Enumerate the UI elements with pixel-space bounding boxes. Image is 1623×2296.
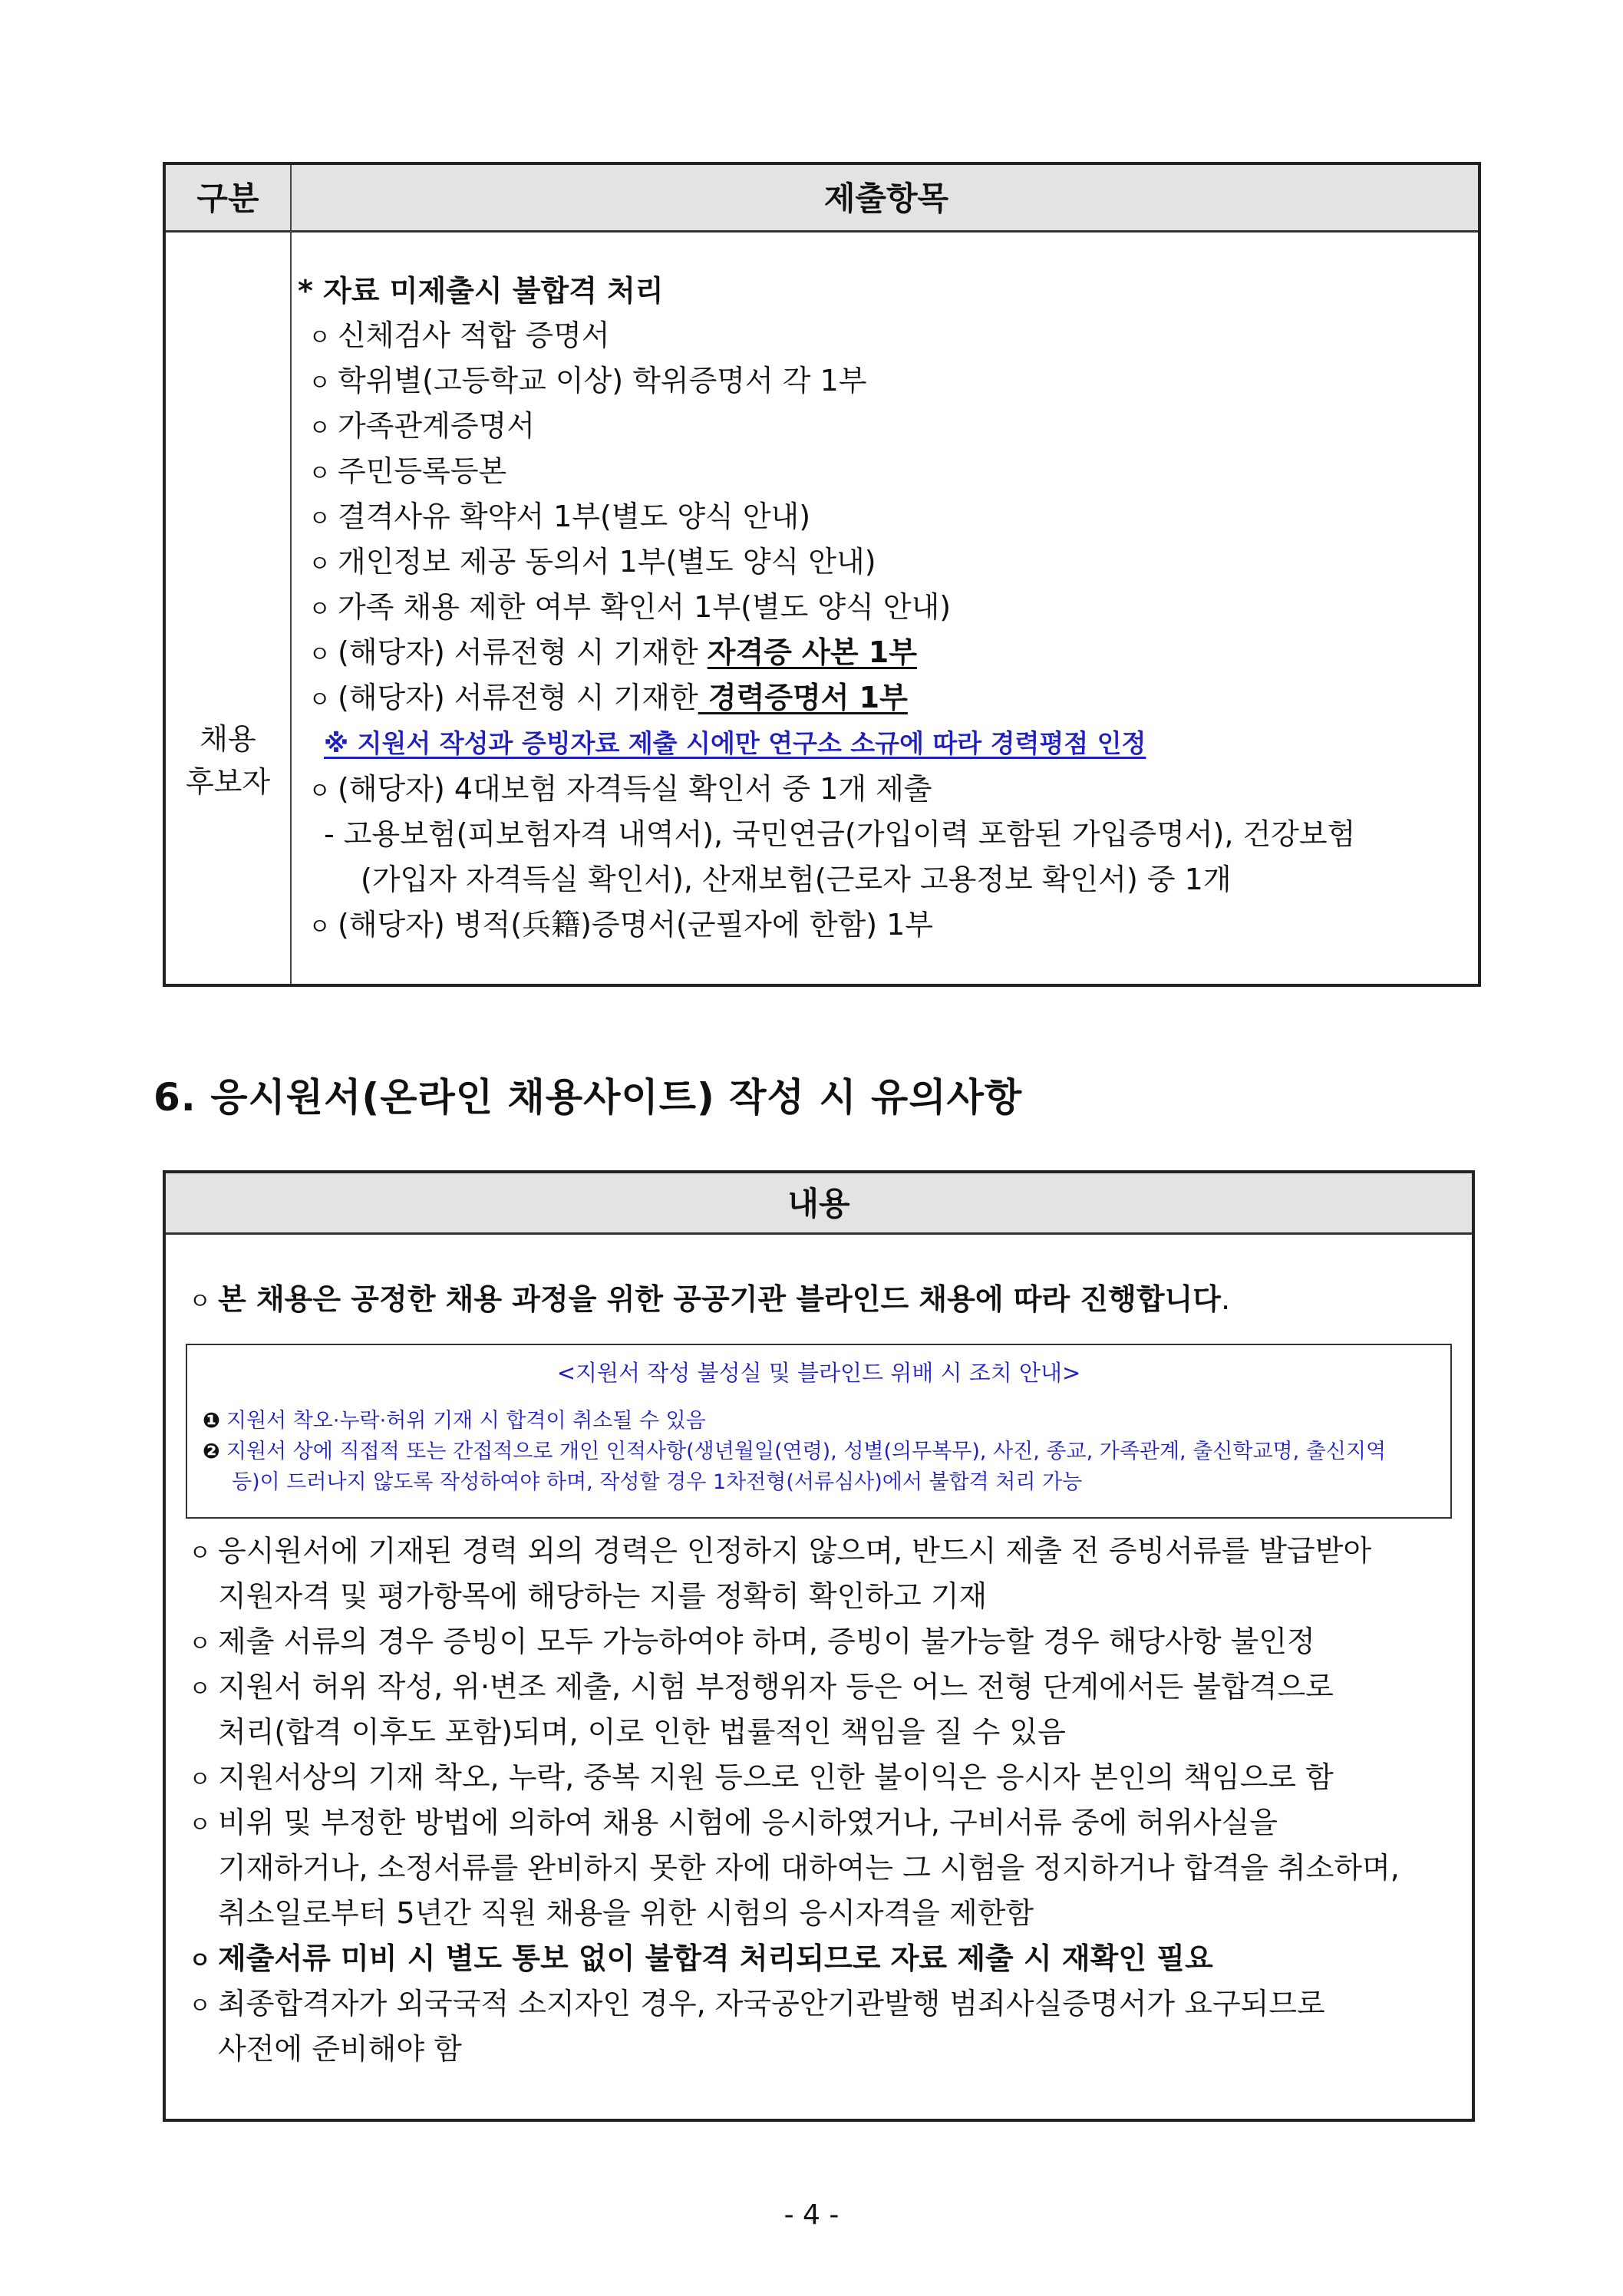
list-item-emphasis	[189, 1940, 1213, 1980]
notice-text: 지원서 착오·누락·허위 기재 시 합격이 취소될 수 있음	[226, 1409, 706, 1433]
insurance-sub-line2: (가입자 자격득실 확인서), 산재보험(근로자 고용정보 확인서) 중 1개	[361, 863, 1232, 896]
list-item	[308, 453, 506, 493]
number-2-icon: ❷	[203, 1440, 220, 1463]
list-item	[189, 1759, 1334, 1799]
header-content: 내용	[787, 1185, 850, 1222]
item-text: 최종합격자가 외국국적 소지자인 경우, 자국공안기관발행 범죄사실증명서가 요구되므로	[218, 1987, 1325, 2021]
list-item	[308, 362, 866, 402]
bullet: ㅇ	[189, 1767, 211, 1793]
bullet: ㅇ	[308, 778, 331, 805]
item-text: 가족 채용 제한 여부 확인서 1부(별도 양식 안내)	[338, 590, 952, 624]
list-item-cont: 지원자격 및 평가항목에 해당하는 지를 정확히 확인하고 기재	[218, 1579, 988, 1613]
bullet: ㅇ	[308, 642, 331, 668]
bullet: ㅇ	[189, 1676, 211, 1703]
item-text: 가족관계증명서	[338, 409, 535, 443]
bullet: ㅇ	[308, 596, 331, 623]
intro-item	[189, 1281, 1230, 1321]
item-text: 신체검사 적합 증명서	[338, 318, 610, 352]
item-text: 비위 및 부정한 방법에 의하여 채용 시험에 응시하였거나, 구비서류 중에 허위사실을	[218, 1806, 1278, 1839]
list-item	[189, 1804, 1278, 1844]
item-text: 주민등록등본	[338, 454, 507, 488]
page-number: - 4 -	[783, 2199, 840, 2231]
list-item-certificate	[308, 634, 917, 674]
career-note-text: ※ 지원서 작성과 증빙자료 제출 시에만 연구소 소규에 따라 경력평점 인정	[324, 728, 1146, 758]
insurance-sub-line1: - 고용보험(피보험자격 내역서), 국민연금(가입이력 포함된 가입증명서), 건강보험	[324, 817, 1356, 851]
list-item	[308, 407, 535, 447]
career-note	[324, 724, 1146, 762]
list-item	[189, 1532, 1371, 1572]
list-item	[189, 1985, 1325, 2025]
notice-item-2	[203, 1437, 1386, 1466]
bullet: ㅇ	[308, 914, 331, 941]
row-label-line2: 후보자	[185, 765, 271, 799]
row-label-line1: 채용	[200, 722, 256, 756]
item-text: 제출 서류의 경우 증빙이 모두 가능하여야 하며, 증빙이 불가능할 경우 해당사항 불인정	[218, 1625, 1315, 1658]
item-text: 지원서상의 기재 착오, 누락, 중복 지원 등으로 인한 불이익은 응시자 본인의 책임으로 함	[218, 1760, 1334, 1794]
header-category: 구분	[196, 180, 259, 217]
bullet: ㅇ	[189, 1540, 211, 1567]
item-text: (해당자) 병적(兵籍)증명서(군필자에 한함) 1부	[338, 908, 933, 942]
item-text: (해당자) 4대보험 자격득실 확인서 중 1개 제출	[338, 772, 932, 806]
bullet: ㅇ	[308, 370, 331, 397]
notice-title: <지원서 작성 불성실 및 블라인드 위배 시 조치 안내>	[556, 1360, 1081, 1386]
list-item	[308, 543, 876, 583]
item-text: 제출서류 미비 시 별도 통보 없이 불합격 처리되므로 자료 제출 시 재확인 필요	[218, 1941, 1213, 1975]
bullet: ㅇ	[189, 1631, 211, 1658]
missing-docs-note: * 자료 미제출시 불합격 처리	[298, 274, 664, 308]
header-submission-items: 제출항목	[823, 180, 949, 217]
item-text: 결격사유 확약서 1부(별도 양식 안내)	[338, 500, 811, 533]
section-title: 6. 응시원서(온라인 채용사이트) 작성 시 유의사항	[153, 1075, 1023, 1120]
item-text: 응시원서에 기재된 경력 외의 경력은 인정하지 않으며, 반드시 제출 전 증빙서류를 발급받아	[218, 1534, 1372, 1568]
list-item	[308, 317, 610, 357]
bullet: ㅇ	[308, 551, 331, 578]
list-item-military	[308, 906, 933, 946]
list-item	[308, 498, 810, 538]
list-item-cont: 사전에 준비해야 함	[218, 2032, 462, 2066]
certificate-highlight: 자격증 사본 1부	[707, 635, 917, 669]
bullet: ㅇ	[308, 506, 331, 533]
row-label-candidate	[166, 718, 290, 803]
list-item-career	[308, 679, 908, 719]
bullet: ㅇ	[189, 1993, 211, 2020]
list-item-cont: 처리(합격 이후도 포함)되며, 이로 인한 법률적인 책임을 질 수 있음	[218, 1715, 1066, 1749]
item-text: (해당자) 서류전형 시 기재한	[338, 681, 698, 714]
notice-item-2-cont: 등)이 드러나지 않도록 작성하여야 하며, 작성할 경우 1차전형(서류심사)에서 불합격 처리 가능	[232, 1470, 1083, 1494]
list-item-cont: 취소일로부터 5년간 직원 채용을 위한 시험의 응시자격을 제한함	[218, 1896, 1034, 1930]
bullet: ㅇ	[308, 687, 331, 714]
career-highlight: 경력증명서 1부	[698, 681, 908, 714]
list-item	[308, 589, 951, 628]
number-1-icon: ❶	[203, 1409, 220, 1433]
item-text: (해당자) 서류전형 시 기재한	[338, 635, 708, 669]
notice-item-1	[203, 1407, 706, 1436]
bullet: ㅇ	[189, 1812, 211, 1839]
intro-period: .	[1220, 1282, 1231, 1316]
bullet: ㅇ	[189, 1288, 211, 1315]
list-item	[189, 1668, 1334, 1708]
item-text: 지원서 허위 작성, 위·변조 제출, 시험 부정행위자 등은 어느 전형 단계에서든 불합격으로	[218, 1670, 1334, 1704]
notice-text: 지원서 상에 직접적 또는 간접적으로 개인 인적사항(생년월일(연령), 성별(의무복무), 사진, 종교, 가족관계, 출신학교명, 출신지역	[226, 1440, 1387, 1463]
blind-recruitment-notice-box	[186, 1344, 1452, 1519]
list-item	[189, 1623, 1315, 1663]
bullet: ㅇ	[308, 460, 331, 487]
bullet: ㅇ	[308, 325, 331, 351]
bullet: ㅇ	[308, 415, 331, 442]
bullet: ㅇ	[189, 1948, 211, 1974]
item-text: 개인정보 제공 동의서 1부(별도 양식 안내)	[338, 545, 876, 579]
list-item-cont: 기재하거나, 소정서류를 완비하지 못한 자에 대하여는 그 시험을 정지하거나 합격을 취소하며,	[218, 1851, 1400, 1885]
list-item-insurance	[308, 770, 932, 810]
intro-text: 본 채용은 공정한 채용 과정을 위한 공공기관 블라인드 채용에 따라 진행합니다	[218, 1282, 1221, 1316]
submission-items-table	[163, 162, 1481, 987]
precautions-table	[163, 1170, 1475, 2122]
column-divider	[290, 165, 292, 984]
item-text: 학위별(고등학교 이상) 학위증명서 각 1부	[338, 364, 867, 398]
